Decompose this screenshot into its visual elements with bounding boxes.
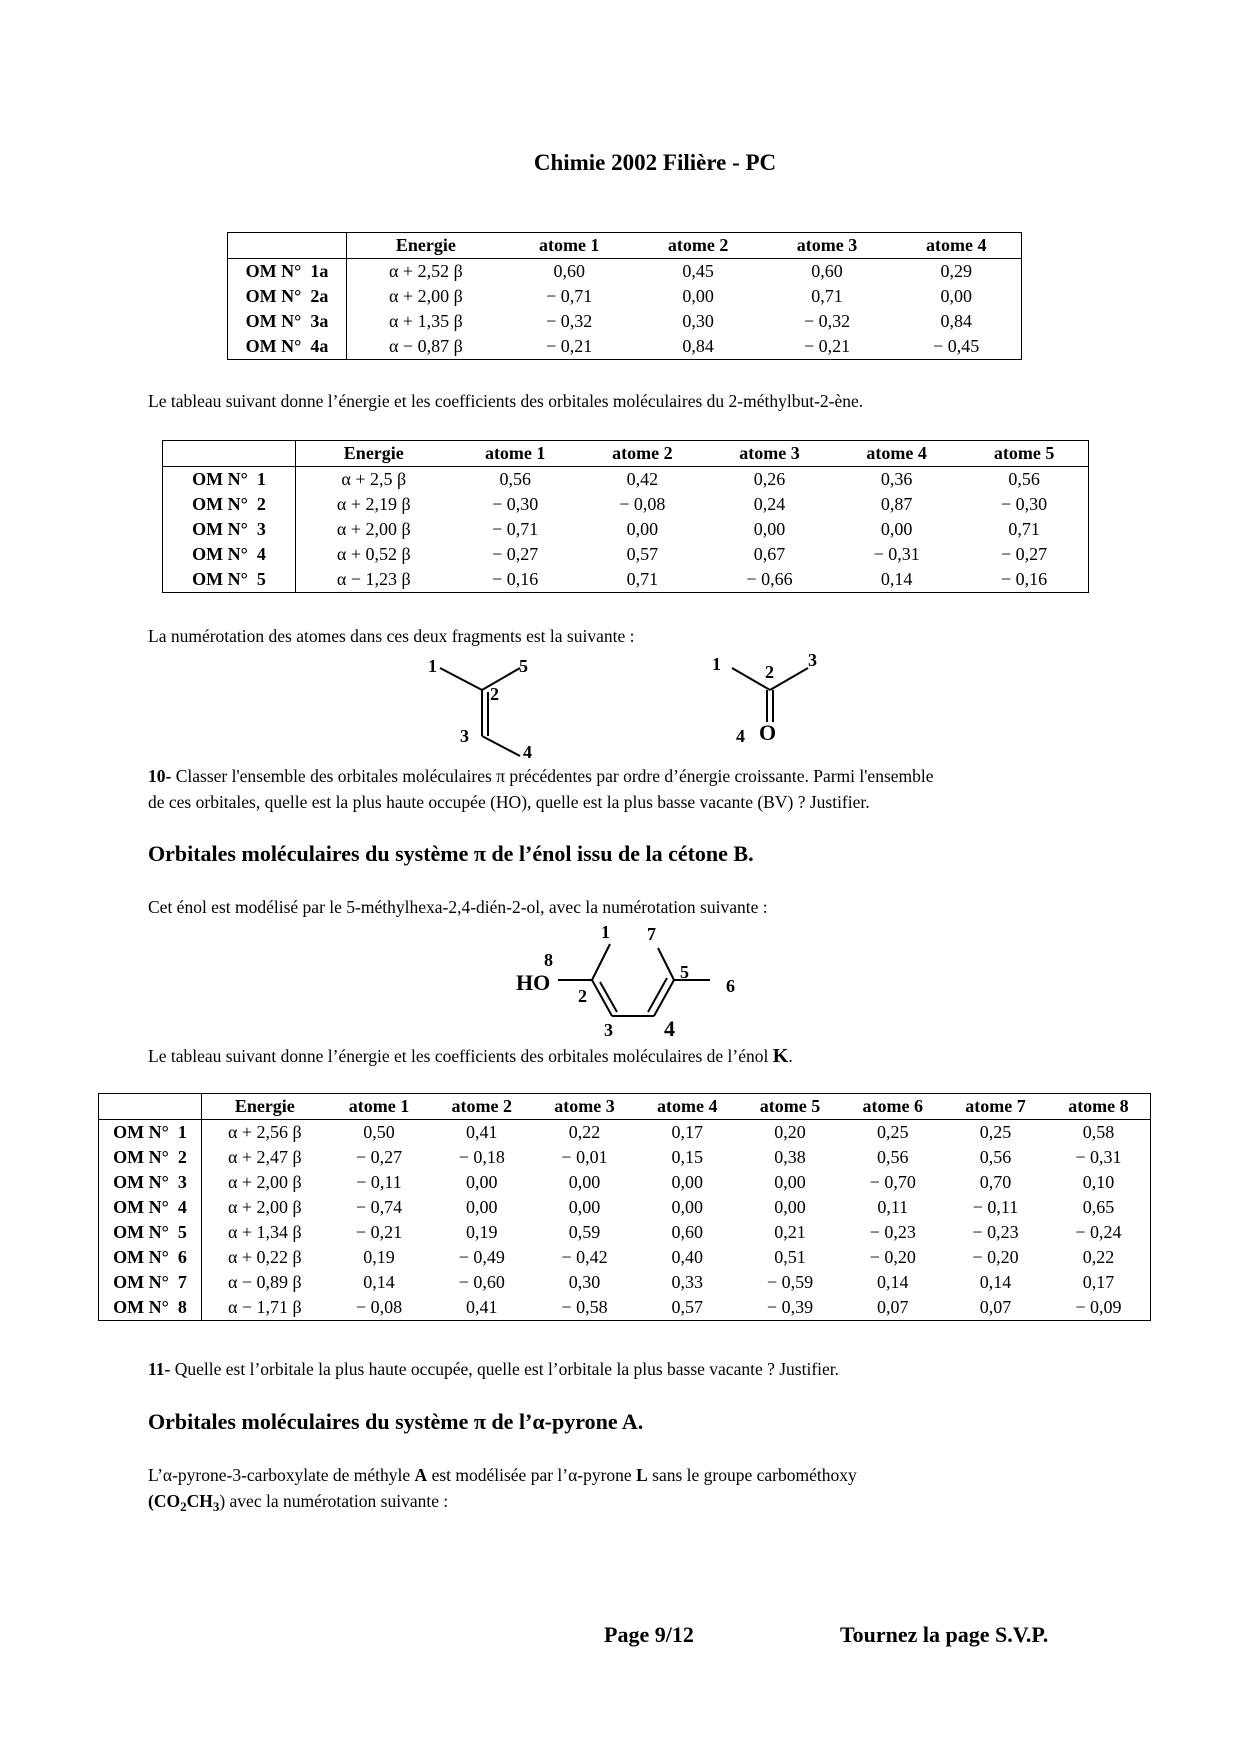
table-row	[99, 1270, 1151, 1295]
column-header: atome 1	[505, 233, 634, 259]
coefficient-cell: 0,50	[363, 1122, 395, 1142]
coefficient-cell: 0,29	[940, 261, 972, 281]
table-row	[99, 1170, 1151, 1195]
pyrone-formula-ch: CH	[186, 1491, 213, 1511]
coefficient-cell: 0,45	[682, 261, 714, 281]
coefficient-cell: 0,00	[753, 519, 786, 539]
enol-atom-5: 5	[680, 962, 689, 982]
coefficient-cell: − 0,18	[458, 1147, 505, 1167]
energy-cell: α + 0,52 β	[336, 544, 411, 564]
table-row	[228, 284, 1022, 309]
energy-cell: α − 1,71 β	[227, 1297, 302, 1317]
coefficient-cell: 0,17	[1082, 1272, 1115, 1292]
page-number: Page 9/12	[604, 1622, 694, 1647]
coefficient-cell: 0,84	[682, 336, 714, 356]
coefficient-cell: 0,15	[671, 1147, 703, 1167]
row-label: OM N° 1a	[228, 259, 347, 285]
pyrone-text-A: A	[414, 1465, 428, 1485]
energy-cell: α − 0,87 β	[389, 336, 463, 356]
column-header: atome 2	[579, 441, 706, 467]
coefficient-cell: 0,00	[626, 519, 659, 539]
coefficient-cell: − 0,23	[972, 1222, 1019, 1242]
coefficient-cell: − 0,16	[1001, 569, 1048, 589]
question-10-line1: Classer l'ensemble des orbitales moléculaires π précédentes par ordre d’énergie croissante. Parmi l'ensemble	[171, 766, 934, 786]
coefficient-cell: 0,07	[877, 1297, 909, 1317]
fragment1-atom-4: 4	[523, 742, 532, 762]
energy-cell: α − 1,23 β	[336, 569, 411, 589]
table-corner	[99, 1094, 202, 1120]
coefficient-cell: 0,21	[774, 1222, 806, 1242]
coefficient-cell: − 0,59	[766, 1272, 814, 1292]
pyrone-text	[148, 1462, 1148, 1520]
column-header: atome 4	[833, 441, 960, 467]
coefficient-cell: − 0,60	[458, 1272, 505, 1292]
coefficient-cell: 0,41	[466, 1122, 498, 1142]
orbital-table-enol	[98, 1093, 1151, 1321]
table-row	[99, 1220, 1151, 1245]
coefficient-cell: 0,60	[553, 261, 585, 281]
pyrone-text-a: L’α-pyrone-3-carboxylate de méthyle	[148, 1465, 415, 1485]
coefficient-cell: 0,84	[940, 311, 972, 331]
coefficient-cell: 0,00	[774, 1197, 806, 1217]
fragment1-atom-3: 3	[460, 726, 469, 746]
pyrone-text-b: est modélisée par l’α-pyrone	[427, 1465, 637, 1485]
coefficient-cell: − 0,23	[869, 1222, 916, 1242]
coefficient-cell: − 0,24	[1075, 1222, 1122, 1242]
column-header: atome 5	[960, 441, 1088, 467]
coefficient-cell: − 0,09	[1075, 1297, 1122, 1317]
table-row	[163, 467, 1089, 493]
column-header: atome 3	[533, 1094, 636, 1120]
enol-hydroxyl: HO	[516, 970, 551, 995]
table-row	[228, 259, 1022, 285]
coefficient-cell: 0,60	[811, 261, 843, 281]
energy-cell: α + 2,00 β	[227, 1197, 302, 1217]
pyrone-formula-sub2: 2	[180, 1499, 187, 1514]
row-label: OM N° 2	[163, 492, 296, 517]
coefficient-cell: 0,11	[877, 1197, 909, 1217]
row-label: OM N° 1	[163, 467, 296, 493]
coefficient-cell: 0,22	[1082, 1247, 1115, 1267]
energy-cell: α + 2,52 β	[389, 261, 463, 281]
row-label: OM N° 5	[163, 567, 296, 593]
energy-cell: α + 2,00 β	[336, 519, 411, 539]
coefficient-cell: 0,24	[753, 494, 786, 514]
fragment-1-structure	[420, 648, 550, 764]
column-header: Energie	[296, 441, 452, 467]
coefficient-cell: − 0,21	[803, 336, 851, 356]
energy-cell: α + 2,19 β	[336, 494, 411, 514]
coefficient-cell: 0,56	[1008, 469, 1040, 489]
coefficient-cell: 0,19	[466, 1222, 498, 1242]
coefficient-cell: − 0,11	[356, 1172, 402, 1192]
enol-atom-4: 4	[664, 1016, 675, 1038]
energy-cell: α − 0,89 β	[227, 1272, 302, 1292]
pyrone-text-c: sans le groupe carbométhoxy	[647, 1465, 857, 1485]
fragment1-atom-5: 5	[519, 656, 528, 676]
question-10-number: 10-	[148, 766, 172, 786]
fragment2-atom-2: 2	[765, 662, 774, 682]
table2-intro: Le tableau suivant donne l’énergie et les coefficients des orbitales moléculaires du 2-méthylbut-2-ène.	[148, 391, 864, 411]
coefficient-cell: 0,00	[568, 1197, 601, 1217]
column-header: atome 3	[763, 233, 892, 259]
column-header: atome 4	[891, 233, 1021, 259]
fragment2-atom-1: 1	[712, 654, 721, 674]
table3-intro-end: .	[788, 1046, 793, 1066]
page-title: Chimie 2002 Filière - PC	[533, 150, 777, 175]
coefficient-cell: − 0,21	[546, 336, 593, 356]
coefficient-cell: − 0,08	[619, 494, 666, 514]
coefficient-cell: − 0,16	[492, 569, 539, 589]
enol-atom-3: 3	[604, 1020, 613, 1038]
table3-intro-k: K	[772, 1045, 789, 1067]
coefficient-cell: 0,20	[774, 1122, 806, 1142]
coefficient-cell: 0,71	[626, 569, 659, 589]
column-header: Energie	[347, 233, 505, 259]
coefficient-cell: 0,00	[466, 1197, 498, 1217]
fragment-2-structure	[700, 644, 830, 744]
pyrone-text-d: ) avec la numérotation suivante :	[219, 1491, 449, 1511]
coefficient-cell: 0,07	[979, 1297, 1012, 1317]
coefficient-cell: 0,41	[466, 1297, 498, 1317]
numbering-intro: La numérotation des atomes dans ces deux fragments est la suivante :	[148, 626, 635, 646]
coefficient-cell: 0,56	[877, 1147, 909, 1167]
column-header: atome 4	[636, 1094, 739, 1120]
enol-atom-8: 8	[544, 950, 553, 970]
enol-structure	[510, 918, 750, 1038]
coefficient-cell: − 0,27	[1001, 544, 1048, 564]
coefficient-cell: 0,65	[1082, 1197, 1115, 1217]
question-10-line2: de ces orbitales, quelle est la plus haute occupée (HO), quelle est la plus basse vacante (BV) ? Justifier.	[148, 792, 870, 812]
row-label: OM N° 2a	[228, 284, 347, 309]
coefficient-cell: 0,33	[671, 1272, 703, 1292]
coefficient-cell: 0,57	[671, 1297, 703, 1317]
fragment2-oxygen: O	[759, 720, 777, 744]
column-header: atome 5	[739, 1094, 842, 1120]
row-label: OM N° 3	[163, 517, 296, 542]
coefficient-cell: − 0,27	[492, 544, 539, 564]
energy-cell: α + 1,35 β	[389, 311, 463, 331]
row-label: OM N° 4	[99, 1195, 202, 1220]
heading-enol: Orbitales moléculaires du système π de l’énol issu de la cétone B.	[148, 841, 754, 866]
coefficient-cell: 0,10	[1082, 1172, 1115, 1192]
pyrone-formula-co: (CO	[148, 1491, 181, 1511]
coefficient-cell: − 0,31	[873, 544, 920, 564]
table-row	[163, 567, 1089, 593]
coefficient-cell: − 0,42	[561, 1247, 608, 1267]
coefficient-cell: 0,00	[671, 1197, 703, 1217]
enol-atom-6: 6	[726, 976, 735, 996]
energy-cell: α + 2,56 β	[227, 1122, 302, 1142]
orbital-table-fragment-1	[227, 232, 1022, 360]
energy-cell: α + 2,00 β	[227, 1172, 302, 1192]
coefficient-cell: − 0,74	[355, 1197, 403, 1217]
column-header: atome 2	[430, 1094, 533, 1120]
table-row	[163, 517, 1089, 542]
coefficient-cell: 0,60	[671, 1222, 703, 1242]
turn-page-note: Tournez la page S.V.P.	[840, 1622, 1049, 1647]
table-row	[99, 1245, 1151, 1270]
coefficient-cell: 0,00	[940, 286, 972, 306]
coefficient-cell: 0,71	[1008, 519, 1040, 539]
enol-atom-2: 2	[578, 986, 587, 1006]
row-label: OM N° 2	[99, 1145, 202, 1170]
coefficient-cell: − 0,21	[355, 1222, 403, 1242]
coefficient-cell: − 0,31	[1075, 1147, 1122, 1167]
coefficient-cell: − 0,71	[546, 286, 593, 306]
column-header: atome 8	[1047, 1094, 1151, 1120]
fragment2-atom-4: 4	[736, 726, 745, 744]
column-header: Energie	[202, 1094, 328, 1120]
row-label: OM N° 8	[99, 1295, 202, 1321]
coefficient-cell: − 0,20	[869, 1247, 916, 1267]
table-row	[99, 1195, 1151, 1220]
column-header: atome 3	[706, 441, 833, 467]
row-label: OM N° 3a	[228, 309, 347, 334]
coefficient-cell: 0,17	[671, 1122, 703, 1142]
coefficient-cell: 0,58	[1082, 1122, 1115, 1142]
coefficient-cell: 0,25	[877, 1122, 909, 1142]
coefficient-cell: − 0,39	[766, 1297, 814, 1317]
coefficient-cell: − 0,11	[972, 1197, 1019, 1217]
coefficient-cell: 0,26	[753, 469, 786, 489]
question-11	[148, 1356, 839, 1382]
fragment2-atom-3: 3	[808, 650, 817, 670]
coefficient-cell: 0,51	[774, 1247, 806, 1267]
row-label: OM N° 5	[99, 1220, 202, 1245]
coefficient-cell: 0,00	[682, 286, 714, 306]
coefficient-cell: − 0,01	[561, 1147, 608, 1167]
coefficient-cell: 0,14	[979, 1272, 1012, 1292]
coefficient-cell: 0,00	[880, 519, 913, 539]
coefficient-cell: 0,38	[774, 1147, 806, 1167]
coefficient-cell: − 0,30	[1001, 494, 1048, 514]
coefficient-cell: 0,42	[626, 469, 659, 489]
coefficient-cell: 0,59	[568, 1222, 601, 1242]
coefficient-cell: 0,00	[568, 1172, 601, 1192]
row-label: OM N° 4	[163, 542, 296, 567]
pyrone-text-L: L	[636, 1465, 648, 1485]
row-label: OM N° 6	[99, 1245, 202, 1270]
table-row	[163, 542, 1089, 567]
enol-model-text: Cet énol est modélisé par le 5-méthylhexa-2,4-dién-2-ol, avec la numérotation suivante :	[148, 897, 768, 917]
table-corner	[228, 233, 347, 259]
row-label: OM N° 1	[99, 1120, 202, 1146]
coefficient-cell: 0,22	[568, 1122, 601, 1142]
energy-cell: α + 2,5 β	[341, 469, 407, 489]
coefficient-cell: − 0,32	[546, 311, 593, 331]
coefficient-cell: 0,14	[880, 569, 913, 589]
coefficient-cell: 0,71	[811, 286, 843, 306]
coefficient-cell: − 0,30	[492, 494, 539, 514]
question-11-text: Quelle est l’orbitale la plus haute occupée, quelle est l’orbitale la plus basse vacante ? Justifier.	[170, 1359, 840, 1379]
table-row	[99, 1120, 1151, 1146]
table-corner	[163, 441, 296, 467]
coefficient-cell: 0,87	[880, 494, 913, 514]
question-10	[148, 763, 1148, 815]
row-label: OM N° 3	[99, 1170, 202, 1195]
coefficient-cell: 0,14	[877, 1272, 909, 1292]
coefficient-cell: − 0,45	[933, 336, 980, 356]
coefficient-cell: 0,00	[466, 1172, 498, 1192]
coefficient-cell: − 0,71	[492, 519, 539, 539]
table3-intro-text: Le tableau suivant donne l’énergie et les coefficients des orbitales moléculaires de l’énol	[148, 1046, 773, 1066]
coefficient-cell: 0,57	[626, 544, 659, 564]
column-header: atome 2	[634, 233, 763, 259]
coefficient-cell: − 0,49	[458, 1247, 505, 1267]
heading-pyrone: Orbitales moléculaires du système π de l’α-pyrone A.	[148, 1409, 644, 1434]
coefficient-cell: 0,30	[682, 311, 714, 331]
energy-cell: α + 0,22 β	[227, 1247, 302, 1267]
coefficient-cell: 0,30	[568, 1272, 601, 1292]
coefficient-cell: 0,14	[363, 1272, 395, 1292]
coefficient-cell: − 0,20	[972, 1247, 1019, 1267]
coefficient-cell: 0,70	[979, 1172, 1012, 1192]
coefficient-cell: 0,00	[774, 1172, 806, 1192]
table-row	[228, 334, 1022, 360]
column-header: atome 6	[841, 1094, 944, 1120]
fragment1-atom-1: 1	[428, 656, 437, 676]
table-row	[228, 309, 1022, 334]
coefficient-cell: 0,00	[671, 1172, 703, 1192]
coefficient-cell: − 0,32	[803, 311, 851, 331]
enol-atom-7: 7	[647, 924, 656, 944]
coefficient-cell: − 0,27	[355, 1147, 403, 1167]
row-label: OM N° 4a	[228, 334, 347, 360]
coefficient-cell: − 0,08	[355, 1297, 403, 1317]
coefficient-cell: 0,56	[499, 469, 531, 489]
energy-cell: α + 1,34 β	[227, 1222, 302, 1242]
table-row	[99, 1145, 1151, 1170]
coefficient-cell: − 0,70	[869, 1172, 916, 1192]
table-row	[99, 1295, 1151, 1321]
column-header: atome 7	[944, 1094, 1047, 1120]
column-header: atome 1	[452, 441, 579, 467]
fragment1-atom-2: 2	[490, 684, 499, 704]
coefficient-cell: 0,25	[979, 1122, 1012, 1142]
orbital-table-methylbutene	[162, 440, 1089, 593]
energy-cell: α + 2,00 β	[389, 286, 463, 306]
table3-intro	[148, 1043, 793, 1069]
coefficient-cell: 0,40	[671, 1247, 703, 1267]
coefficient-cell: 0,56	[979, 1147, 1012, 1167]
pyrone-formula-sub3: 3	[212, 1499, 220, 1514]
question-11-number: 11-	[148, 1359, 171, 1379]
coefficient-cell: − 0,66	[746, 569, 793, 589]
coefficient-cell: 0,19	[363, 1247, 395, 1267]
coefficient-cell: 0,67	[753, 544, 786, 564]
energy-cell: α + 2,47 β	[227, 1147, 302, 1167]
column-header: atome 1	[328, 1094, 431, 1120]
row-label: OM N° 7	[99, 1270, 202, 1295]
enol-atom-1: 1	[601, 922, 610, 942]
coefficient-cell: 0,36	[880, 469, 913, 489]
table-row	[163, 492, 1089, 517]
coefficient-cell: − 0,58	[561, 1297, 608, 1317]
